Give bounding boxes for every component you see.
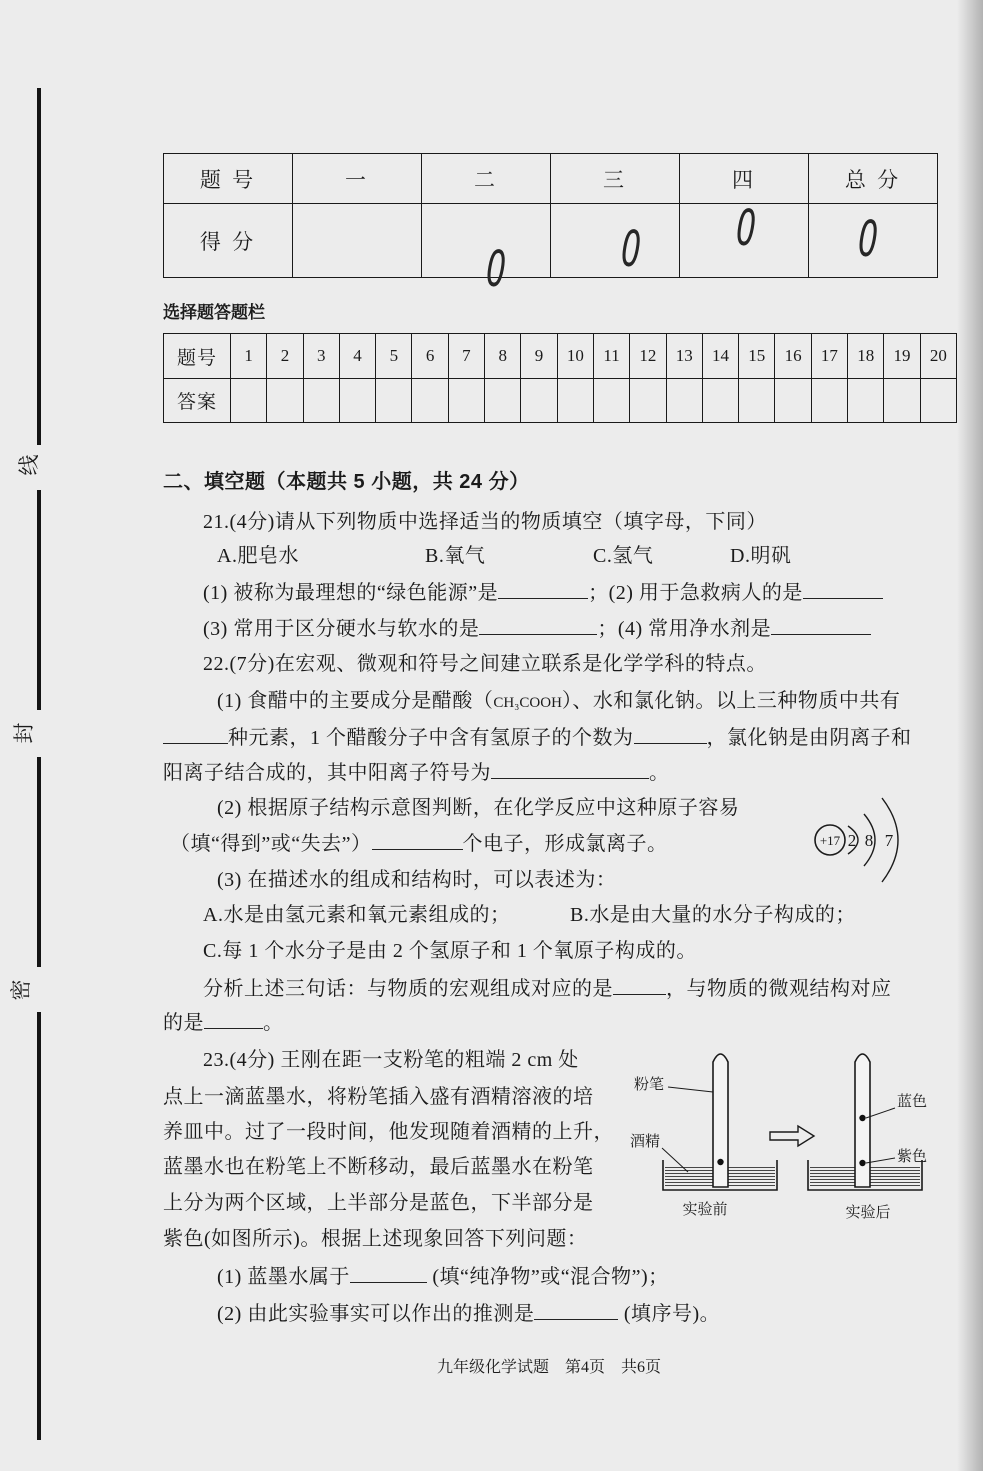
q22-analysis-text-d: 。	[263, 1012, 284, 1034]
answer-blank	[634, 725, 707, 744]
handwritten-score-2: 0	[481, 238, 511, 300]
question-number: 20	[920, 334, 956, 379]
answer-blank	[534, 1301, 618, 1320]
answer-blank	[204, 1010, 263, 1029]
question-number: 11	[593, 334, 629, 379]
answer-cell	[231, 379, 267, 423]
q22-analysis-line-2	[163, 1010, 284, 1035]
label-alcohol: 酒精	[630, 1134, 661, 1150]
acetic-acid-formula: CH₃COOH	[493, 695, 562, 711]
binding-line	[37, 1012, 41, 1440]
q23-part-2	[217, 1301, 720, 1326]
answer-cell	[448, 379, 484, 423]
label-purple: 紫色	[897, 1149, 928, 1165]
question-number: 4	[339, 334, 375, 379]
label-chalk: 粉笔	[634, 1077, 665, 1093]
question-number: 17	[811, 334, 847, 379]
q21-part-2-text: ；(2) 用于急救病人的是	[588, 582, 803, 604]
answer-cell	[920, 379, 956, 423]
answer-cell	[775, 379, 811, 423]
score-table	[163, 153, 938, 278]
handwritten-score-total: 0	[853, 208, 883, 270]
answer-cell	[303, 379, 339, 423]
answer-row	[164, 379, 957, 423]
binding-line	[37, 88, 41, 445]
q22-p2-text-a: （填“得到”或“失去”）	[170, 833, 372, 855]
score-col-2: 二	[422, 154, 551, 204]
answer-cell	[811, 379, 847, 423]
score-table-header-row	[164, 154, 938, 204]
answer-blank	[372, 831, 463, 850]
question-number: 5	[376, 334, 412, 379]
question-number: 12	[630, 334, 666, 379]
answer-cell	[339, 379, 375, 423]
q23-stem-line-2: 点上一滴蓝墨水，将粉笔插入盛有酒精溶液的培	[163, 1086, 594, 1108]
choice-answer-table	[163, 333, 957, 423]
answer-number-row	[164, 334, 957, 379]
section-heading: 二、填空题（本题共 5 小题，共 24 分）	[163, 471, 530, 493]
answer-blank	[163, 725, 228, 744]
atom-structure-diagram	[808, 792, 908, 888]
label-blue: 蓝色	[897, 1094, 928, 1110]
answer-cell	[593, 379, 629, 423]
q22-p1-text-c: 种元素，1 个醋酸分子中含有氢原子的个数为	[228, 727, 634, 749]
question-number: 14	[702, 334, 738, 379]
question-number: 8	[485, 334, 521, 379]
q22-stem: 22.(7分)在宏观、微观和符号之间建立联系是化学学科的特点。	[203, 653, 767, 675]
q22-p1-text-e: 阳离子结合成的，其中阳离子符号为	[163, 762, 491, 784]
q21-option-a: A.肥皂水	[217, 545, 299, 567]
q23-stem-line-3: 养皿中。过了一段时间，他发现随着酒精的上升，	[163, 1121, 614, 1143]
score-col-total: 总 分	[809, 154, 938, 204]
score-col-3: 三	[551, 154, 680, 204]
score-header-label: 题 号	[164, 154, 293, 204]
blue-region-marker	[859, 1115, 865, 1121]
question-number: 13	[666, 334, 702, 379]
q21-stem: 21.(4分)请从下列物质中选择适当的物质填空（填字母，下同）	[203, 511, 767, 533]
answer-cell	[521, 379, 557, 423]
question-number: 1	[231, 334, 267, 379]
q22-p2-text-b: 个电子，形成氯离子。	[462, 833, 668, 855]
answer-blank	[491, 760, 649, 779]
q21-line-1	[203, 580, 883, 605]
q22-p1-text-b: ）、水和氯化钠。以上三种物质中共有	[561, 690, 901, 712]
arrow-icon	[770, 1126, 814, 1146]
margin-label-mi: 密	[10, 979, 33, 1001]
q22-p1-text-a: (1) 食醋中的主要成分是醋酸（	[217, 690, 494, 712]
answer-cell	[376, 379, 412, 423]
question-number: 9	[521, 334, 557, 379]
margin-label-xian: 线	[18, 454, 41, 476]
label-after: 实验后	[845, 1205, 891, 1221]
q22-part-2-line-2	[170, 831, 668, 856]
answer-cell	[884, 379, 920, 423]
choice-answer-title: 选择题答题栏	[163, 303, 265, 322]
q22-p1-text-f: 。	[649, 762, 670, 784]
q23-stem-line-1: 23.(4分) 王刚在距一支粉笔的粗端 2 cm 处	[203, 1049, 579, 1071]
q21-part-4-text: ；(4) 常用净水剂是	[597, 618, 772, 640]
q22-statement-a: A.水是由氢元素和氧元素组成的；	[203, 904, 511, 926]
q22-part-1-line-1	[217, 689, 900, 715]
answer-cell	[848, 379, 884, 423]
question-number: 15	[739, 334, 775, 379]
score-cell-3	[551, 204, 680, 278]
question-number: 3	[303, 334, 339, 379]
answer-cell	[412, 379, 448, 423]
q22-part-3-line-1: (3) 在描述水的组成和结构时，可以表述为：	[217, 869, 617, 891]
q22-p1-text-d: ，氯化钠是由阴离子和	[706, 727, 912, 749]
q22-statement-b: B.水是由大量的水分子构成的；	[570, 904, 856, 926]
answer-cell	[557, 379, 593, 423]
page-edge-shadow	[957, 0, 983, 1471]
answer-cell	[485, 379, 521, 423]
answer-cell	[630, 379, 666, 423]
score-cell-1	[293, 204, 422, 278]
q23-stem-line-5: 上分为两个区域，上半部分是蓝色，下半部分是	[163, 1192, 594, 1214]
binding-line	[37, 490, 41, 710]
score-col-1: 一	[293, 154, 422, 204]
chalk-leader-line	[668, 1087, 713, 1092]
q23-p1-text-b: (填“纯净物”或“混合物”)；	[426, 1266, 669, 1288]
q23-part-1	[217, 1264, 669, 1289]
q23-stem-line-4: 蓝墨水也在粉笔上不断移动，最后蓝墨水在粉笔	[163, 1156, 594, 1178]
question-number: 18	[848, 334, 884, 379]
answer-label: 答案	[164, 379, 231, 423]
q23-p1-text-a: (1) 蓝墨水属于	[217, 1266, 350, 1288]
purple-region-marker	[859, 1160, 865, 1166]
margin-label-feng: 封	[13, 722, 36, 744]
answer-blank	[479, 616, 597, 635]
answer-blank	[498, 580, 588, 599]
nucleus-charge: +17	[819, 833, 841, 848]
chalk-before	[713, 1054, 728, 1187]
score-table-score-row	[164, 204, 938, 278]
answer-number-label: 题号	[164, 334, 231, 379]
q21-part-1-text: (1) 被称为最理想的“绿色能源”是	[203, 582, 499, 604]
question-number: 7	[448, 334, 484, 379]
q22-statement-c: C.每 1 个水分子是由 2 个氢原子和 1 个氧原子构成的。	[203, 940, 697, 962]
shell-electron-count-3: 7	[884, 831, 894, 850]
question-number: 2	[267, 334, 303, 379]
q22-part-1-line-2	[163, 725, 912, 750]
q22-analysis-text-b: ，与物质的微观结构对应	[666, 978, 892, 1000]
q21-option-d: D.明矾	[730, 545, 792, 567]
q22-part-1-line-3	[163, 760, 670, 785]
question-number: 10	[557, 334, 593, 379]
answer-cell	[267, 379, 303, 423]
q23-stem-line-6: 紫色(如图所示)。根据上述现象回答下列问题：	[163, 1228, 588, 1250]
score-row-label: 得 分	[164, 204, 293, 278]
answer-blank	[771, 616, 871, 635]
q23-p2-text-b: (填序号)。	[618, 1303, 721, 1325]
answer-cell	[739, 379, 775, 423]
answer-blank	[613, 976, 666, 995]
answer-blank	[803, 580, 883, 599]
question-number: 6	[412, 334, 448, 379]
answer-blank	[350, 1264, 427, 1283]
q21-line-2	[203, 616, 871, 641]
page-footer: 九年级化学试题 第4页 共6页	[437, 1359, 662, 1376]
shell-electron-count-1: 2	[847, 831, 857, 850]
score-col-4: 四	[680, 154, 809, 204]
q21-part-3-text: (3) 常用于区分硬水与软水的是	[203, 618, 480, 640]
binding-line	[37, 757, 41, 967]
answer-cell	[666, 379, 702, 423]
chalk-chromatography-figure	[630, 1040, 950, 1230]
question-number: 19	[884, 334, 920, 379]
q22-part-2-line-1: (2) 根据原子结构示意图判断，在化学反应中这种原子容易	[217, 797, 740, 819]
handwritten-score-4: 0	[731, 197, 761, 259]
q23-p2-text-a: (2) 由此实验事实可以作出的推测是	[217, 1303, 535, 1325]
ink-spot-before	[717, 1159, 723, 1165]
handwritten-score-3: 0	[616, 218, 646, 280]
question-number: 16	[775, 334, 811, 379]
label-before: 实验前	[682, 1202, 728, 1218]
answer-cell	[702, 379, 738, 423]
q22-analysis-line-1	[203, 976, 892, 1001]
q22-analysis-text-c: 的是	[163, 1012, 204, 1034]
shell-electron-count-2: 8	[864, 831, 874, 850]
q22-analysis-text-a: 分析上述三句话：与物质的宏观组成对应的是	[203, 978, 613, 1000]
q21-option-b: B.氧气	[425, 545, 486, 567]
q21-option-c: C.氢气	[593, 545, 654, 567]
